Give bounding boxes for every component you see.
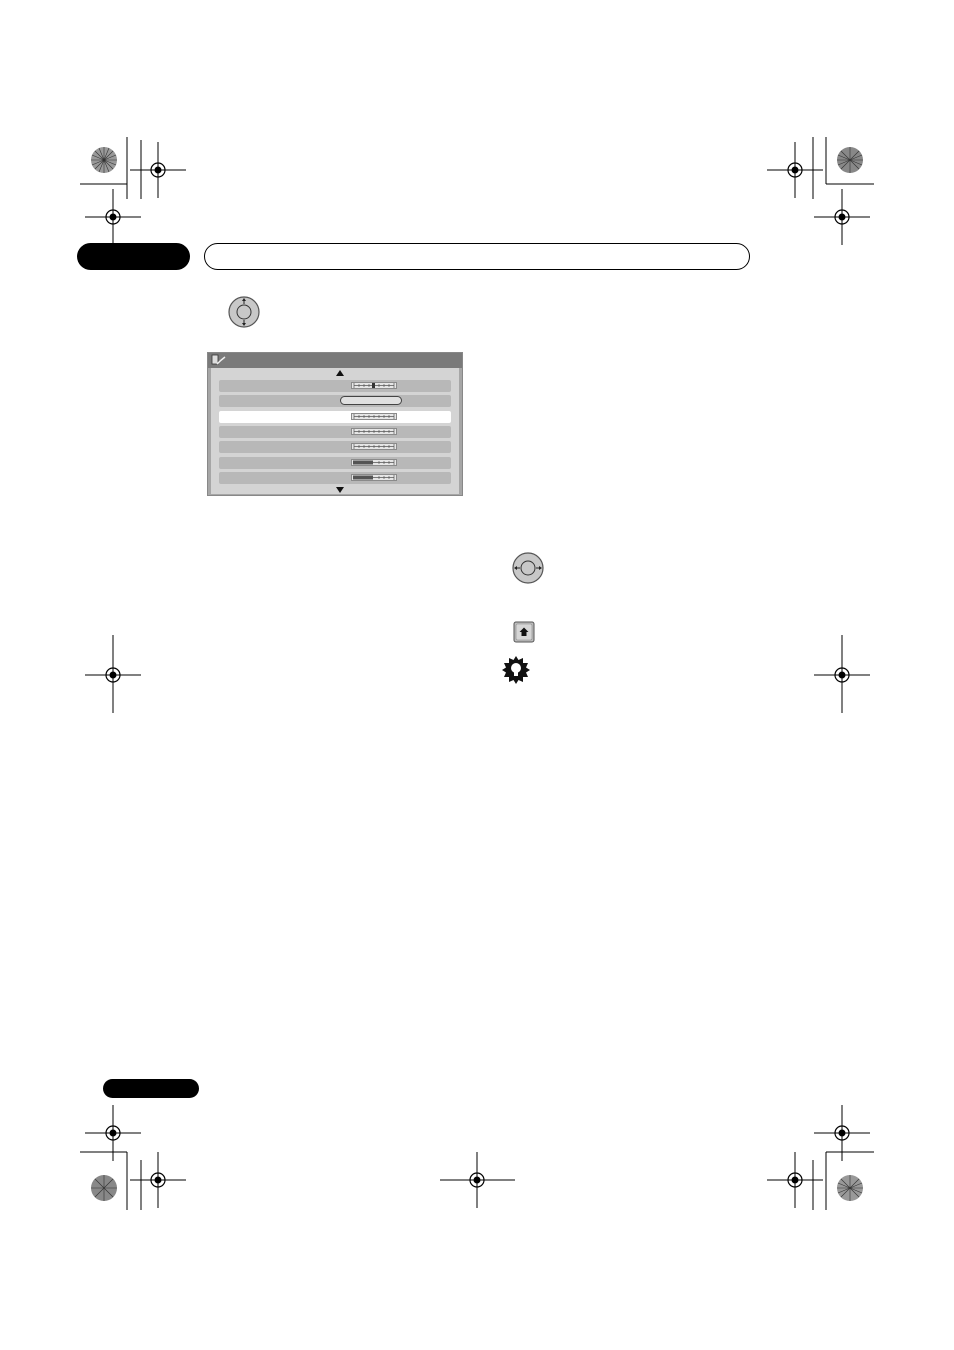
home-button-icon <box>513 621 535 643</box>
menu-row[interactable] <box>219 472 451 484</box>
oval-value-field[interactable] <box>340 396 402 405</box>
slider-control[interactable] <box>351 443 397 450</box>
menu-list-area <box>211 368 459 494</box>
joystick-left-right-icon <box>511 551 545 585</box>
scroll-down-icon[interactable] <box>336 487 344 493</box>
joystick-up-down-icon <box>227 295 261 329</box>
menu-row[interactable] <box>219 380 451 392</box>
menu-row[interactable] <box>219 426 451 438</box>
menu-row[interactable] <box>219 441 451 453</box>
menu-row[interactable] <box>219 457 451 469</box>
menu-title-bar <box>208 353 462 368</box>
starburst-mark-top-right <box>837 147 863 173</box>
header-bar <box>204 243 750 270</box>
starburst-mark-bottom-left <box>91 1175 117 1201</box>
starburst-mark-top-left <box>91 147 117 173</box>
starburst-mark-bottom-right <box>837 1175 863 1201</box>
slider-control[interactable] <box>351 413 397 420</box>
disc-menu-icon <box>211 354 227 367</box>
menu-row[interactable] <box>219 395 451 407</box>
setup-menu-screen <box>207 352 463 496</box>
slider-control[interactable] <box>351 474 397 481</box>
menu-row-selected[interactable] <box>219 411 451 423</box>
page-number-tab <box>103 1079 199 1098</box>
scroll-up-icon[interactable] <box>336 370 344 376</box>
chapter-tab <box>77 243 190 270</box>
slider-control[interactable] <box>351 382 397 389</box>
tip-lightbulb-icon <box>502 656 530 684</box>
slider-control[interactable] <box>351 459 397 466</box>
slider-control[interactable] <box>351 428 397 435</box>
